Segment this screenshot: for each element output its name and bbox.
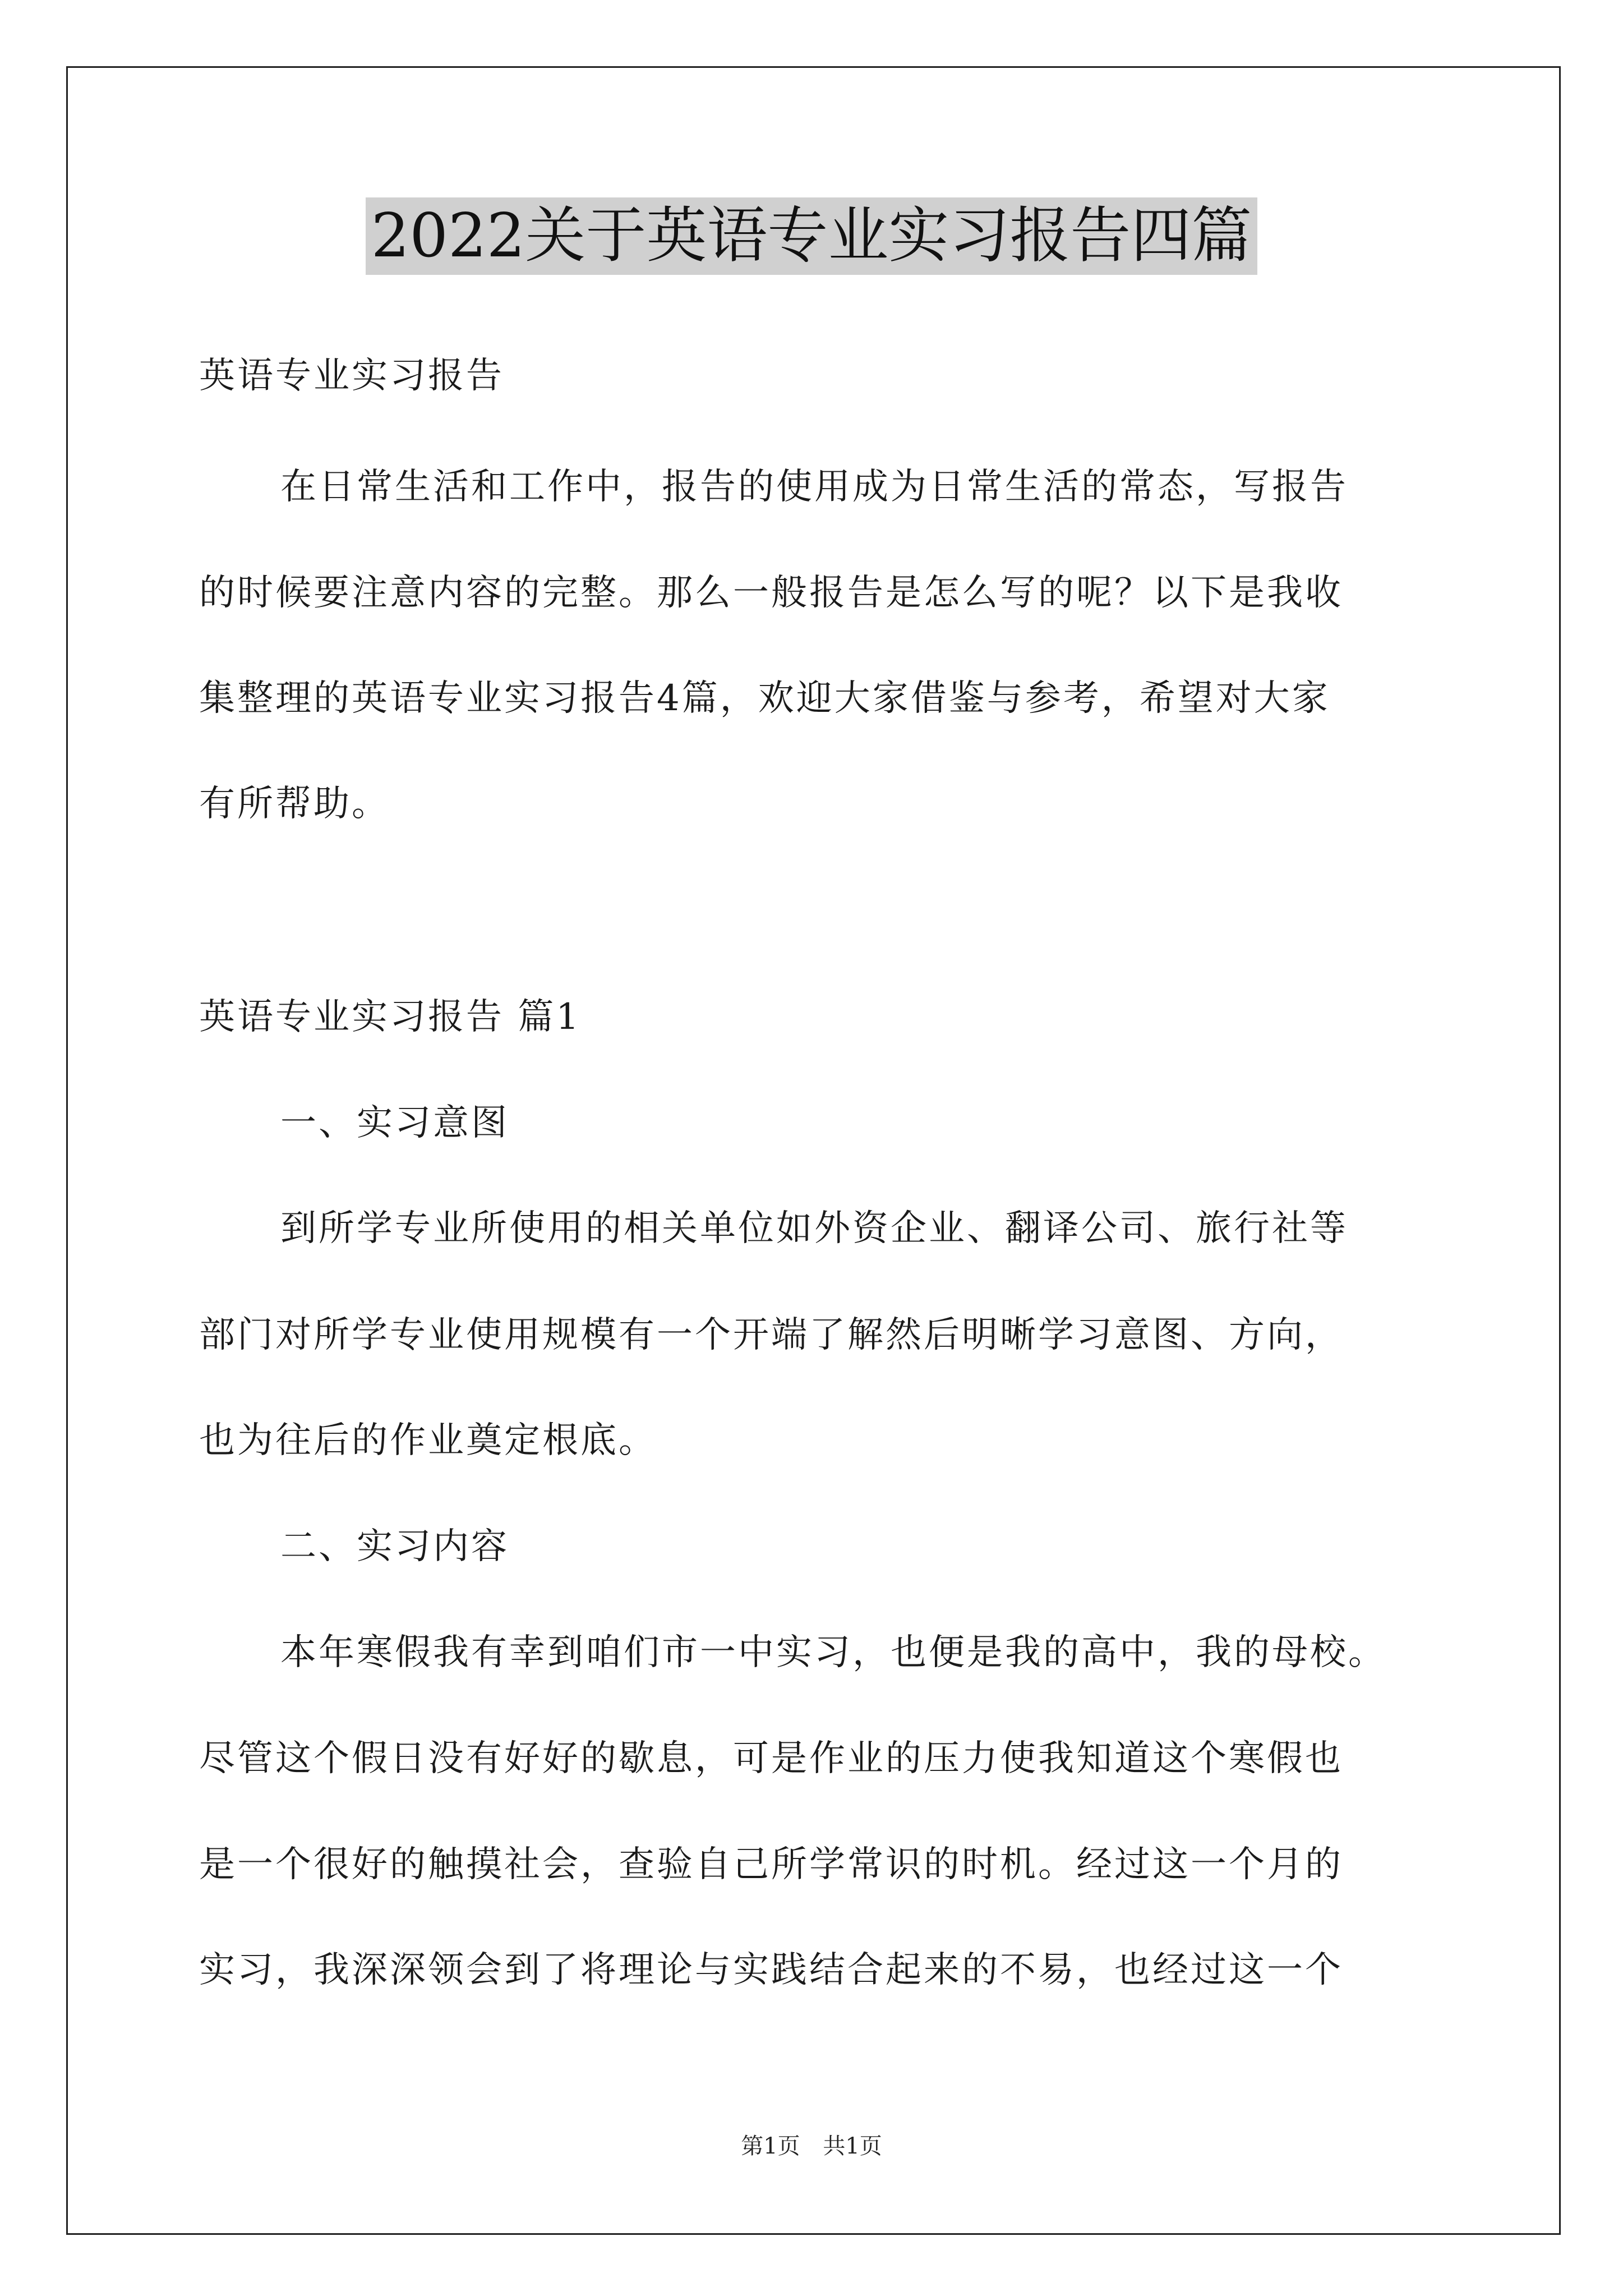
subsection-heading: 二、实习内容 <box>280 1526 509 1567</box>
paragraph-line: 到所学专业所使用的相关单位如外资企业、翻译公司、旅行社等 <box>280 1208 1348 1249</box>
page-total: 共1页 <box>823 2133 882 2159</box>
title-container <box>0 197 1623 275</box>
paragraph-line: 的时候要注意内容的完整。那么一般报告是怎么写的呢？以下是我收 <box>199 572 1343 614</box>
page-footer <box>0 2132 1623 2161</box>
document-title: 2022关于英语专业实习报告四篇 <box>366 197 1258 275</box>
paragraph-line: 尽管这个假日没有好好的歇息，可是作业的压力使我知道这个寒假也 <box>199 1738 1343 1779</box>
paragraph-line: 也为往后的作业奠定根底。 <box>199 1420 657 1461</box>
paragraph-line: 有所帮助。 <box>199 783 390 825</box>
paragraph-line: 本年寒假我有幸到咱们市一中实习，也便是我的高中，我的母校。 <box>280 1632 1386 1673</box>
paragraph-line: 是一个很好的触摸社会，查验自己所学常识的时机。经过这一个月的 <box>199 1844 1343 1885</box>
paragraph-line: 在日常生活和工作中，报告的使用成为日常生活的常态，写报告 <box>280 466 1348 508</box>
paragraph-line: 部门对所学专业使用规模有一个开端了解然后明晰学习意图、方向， <box>199 1314 1343 1356</box>
subheading-report: 英语专业实习报告 <box>199 355 504 397</box>
page-number: 第1页 <box>741 2133 800 2159</box>
paragraph-line: 集整理的英语专业实习报告4篇，欢迎大家借鉴与参考，希望对大家 <box>199 678 1330 719</box>
paragraph-line: 实习，我深深领会到了将理论与实践结合起来的不易，也经过这一个 <box>199 1949 1343 1991</box>
section-heading: 英语专业实习报告 篇1 <box>199 996 582 1038</box>
subsection-heading: 一、实习意图 <box>280 1102 509 1144</box>
